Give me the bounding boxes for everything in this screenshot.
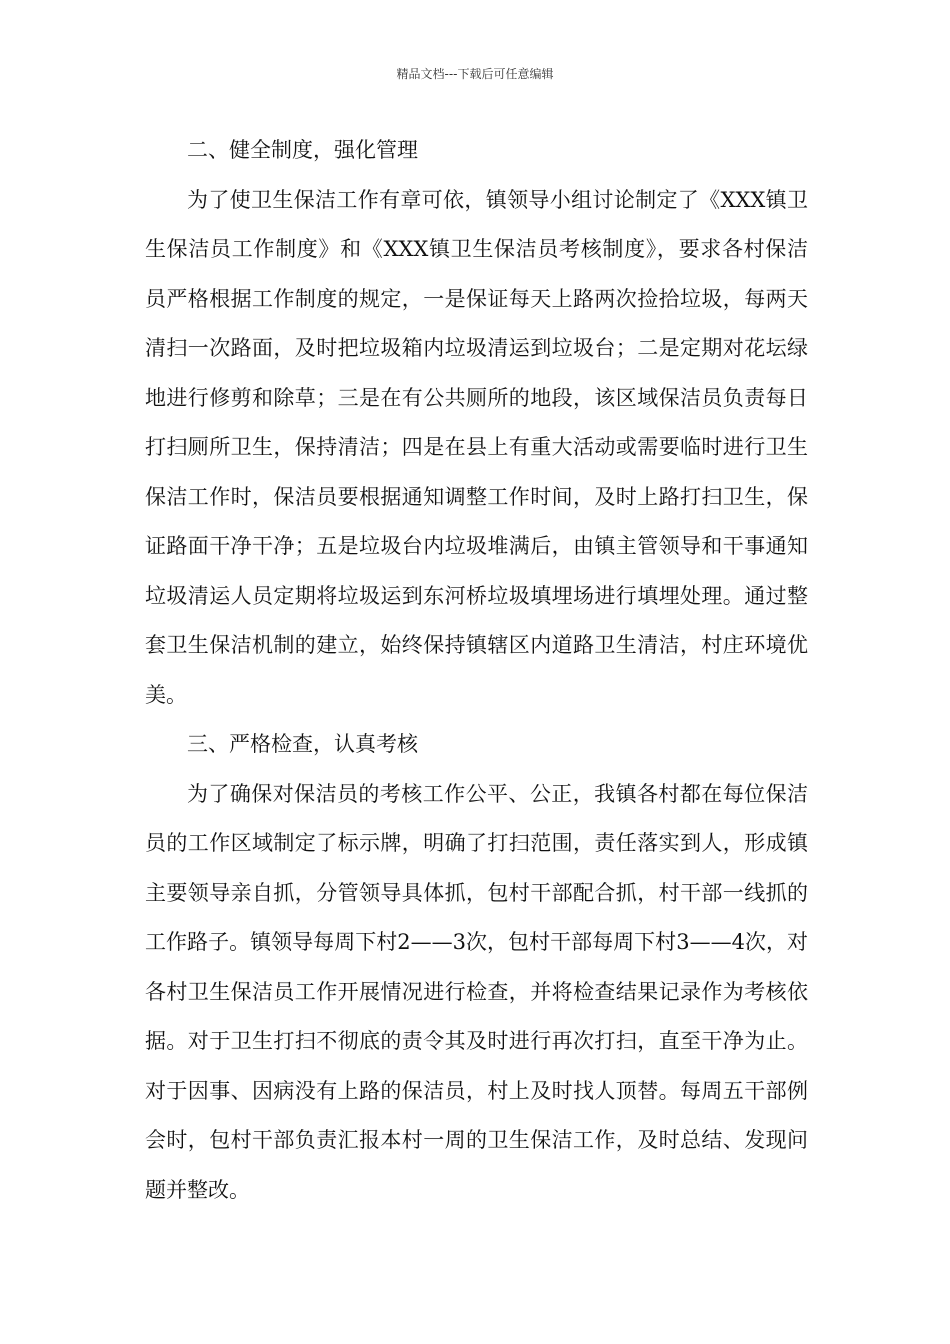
body-paragraph-1: 为了使卫生保洁工作有章可依，镇领导小组讨论制定了《XXX镇卫生保洁员工作制度》和《XXX镇卫生保洁员考核制度》，要求各村保洁员严格根据工作制度的规定，一是保证每天上路两次捡拾垃圾，每两天清扫一次路面，及时把垃圾箱内垃圾清运到垃圾台；二是定期对花坛绿地进行修剪和除草；三是在有公共厕所的地段，该区域保洁员负责每日打扫厕所卫生，保持清洁；四是在县上有重大活动或需要临时进行卫生保洁工作时，保洁员要根据通知调整工作时间，及时上路打扫卫生，保证路面干净干净；五是垃圾台内垃圾堆满后，由镇主管领导和干事通知垃圾清运人员定期将垃圾运到东河桥垃圾填埋场进行填埋处理。通过整套卫生保洁机制的建立，始终保持镇辖区内道路卫生清洁，村庄环境优美。 bbox=[145, 187, 808, 707]
document-body bbox=[145, 126, 808, 1215]
section-heading-2: 二、健全制度，强化管理 bbox=[187, 138, 418, 162]
page-header: 精品文档---下载后可任意编辑 bbox=[396, 67, 554, 81]
body-paragraph-2: 为了确保对保洁员的考核工作公平、公正，我镇各村都在每位保洁员的工作区域制定了标示牌，明确了打扫范围，责任落实到人，形成镇主要领导亲自抓，分管领导具体抓，包村干部配合抓，村干部一线抓的工作路子。镇领导每周下村2——3次，包村干部每周下村3——4次，对各村卫生保洁员工作开展情况进行检查，并将检查结果记录作为考核依据。对于卫生打扫不彻底的责令其及时进行再次打扫，直至干净为止。对于因事、因病没有上路的保洁员，村上及时找人顶替。每周五干部例会时，包村干部负责汇报本村一周的卫生保洁工作，及时总结、发现问题并整改。 bbox=[145, 781, 808, 1202]
section-heading-3: 三、严格检查，认真考核 bbox=[187, 732, 418, 756]
